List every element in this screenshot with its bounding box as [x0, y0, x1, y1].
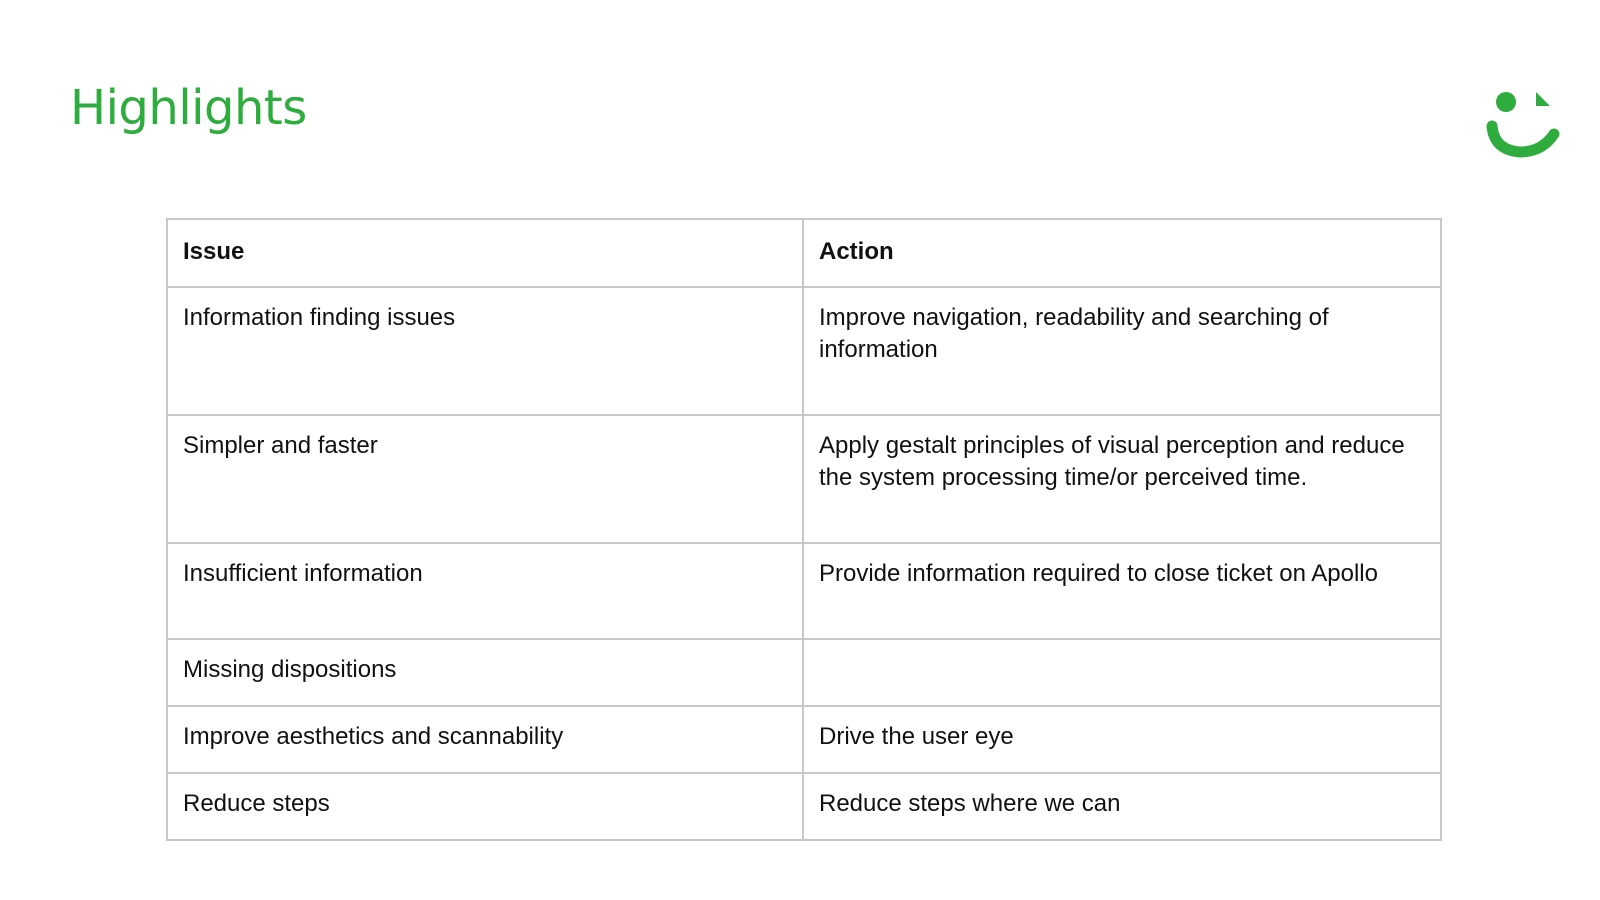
issue-cell: Missing dispositions: [167, 639, 803, 706]
action-cell: Apply gestalt principles of visual perception and reduce the system processing time/or perceived time.: [803, 415, 1441, 543]
table-row: [167, 639, 1441, 706]
table-row: [167, 706, 1441, 773]
table-header-row: [167, 219, 1441, 287]
table-row: [167, 287, 1441, 415]
table-row: [167, 773, 1441, 840]
column-header-action: Action: [803, 219, 1441, 287]
issue-cell: Insufficient information: [167, 543, 803, 639]
table-row: [167, 415, 1441, 543]
action-cell: Drive the user eye: [803, 706, 1441, 773]
issue-cell: Reduce steps: [167, 773, 803, 840]
action-cell: Improve navigation, readability and searching of information: [803, 287, 1441, 415]
action-cell: Reduce steps where we can: [803, 773, 1441, 840]
action-cell: Provide information required to close ticket on Apollo: [803, 543, 1441, 639]
highlights-table-container: [166, 218, 1442, 841]
issue-cell: Improve aesthetics and scannability: [167, 706, 803, 773]
action-cell: [803, 639, 1441, 706]
smile-logo-icon: [1484, 84, 1562, 162]
column-header-issue: Issue: [167, 219, 803, 287]
issue-cell: Information finding issues: [167, 287, 803, 415]
table-row: [167, 543, 1441, 639]
page-title: Highlights: [70, 80, 307, 136]
issue-cell: Simpler and faster: [167, 415, 803, 543]
highlights-table: [166, 218, 1442, 841]
